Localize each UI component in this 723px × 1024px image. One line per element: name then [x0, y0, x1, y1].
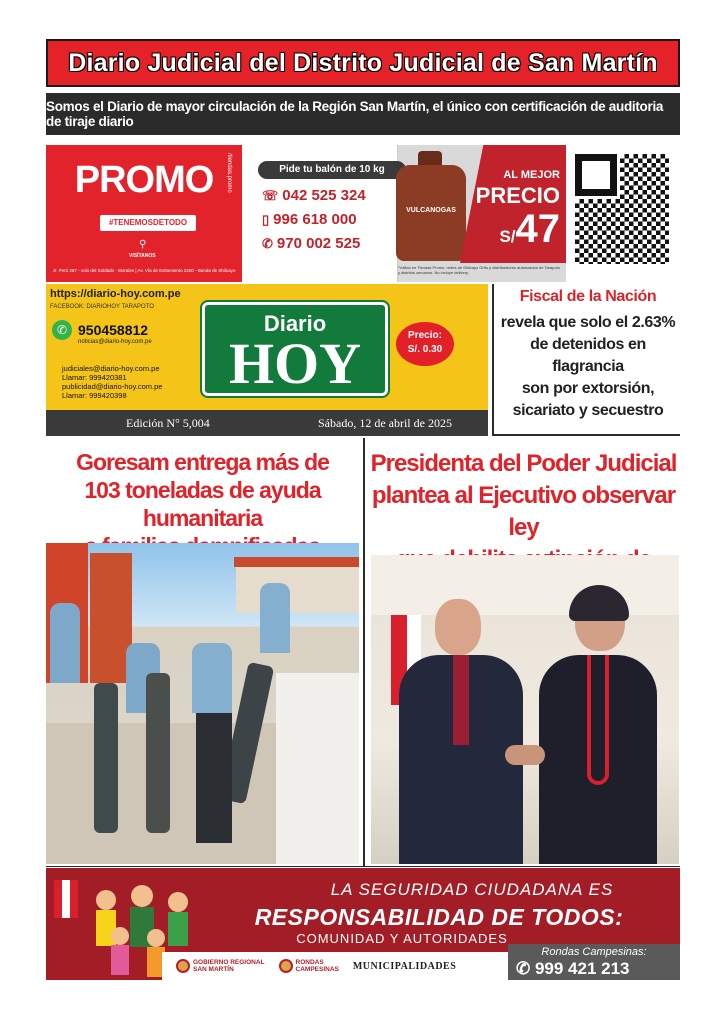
sponsor-logos: [162, 952, 508, 980]
gas-phone-2[interactable]: ▯ 996 618 000: [262, 211, 357, 228]
rondas-seal-icon: [279, 959, 293, 973]
gas-ad[interactable]: [248, 145, 566, 282]
headline-right[interactable]: Presidenta del Poder Judicial plantea al Ejecutivo observar ley: [370, 450, 677, 541]
gas-note: *Válido en Tiendas Promo, redes de Shilcayo Grifo y distribuidores autorizados de Tarapoto y distritos cercanos. No incluye delivery.: [398, 265, 561, 275]
security-campaign-ad[interactable]: [46, 868, 680, 980]
mobile-icon: ▯: [262, 211, 270, 227]
promo-ad[interactable]: [46, 145, 242, 282]
judiciales-email[interactable]: judiciales@diario-hoy.com.pe: [62, 364, 160, 373]
price-badge: [396, 322, 454, 366]
price-value: S/. 0.30: [407, 344, 443, 355]
rondas-contact[interactable]: [508, 944, 680, 980]
location-pin-icon: ⚲: [139, 239, 147, 250]
newspaper-banner: [46, 39, 680, 87]
campaign-line-1: LA SEGURIDAD CIUDADANA ES: [330, 880, 614, 899]
promo-address: Jr. Perú 287 - volo del Soldado - Morales | Av. Vía de Evitamiento 2200 - Banda de Shilcayo: [52, 268, 236, 273]
municipalidades-label: MUNICIPALIDADES: [352, 960, 457, 972]
rondas-phone: ✆ 999 421 213: [516, 959, 630, 978]
headline-left[interactable]: Goresam entrega más de 103 toneladas de ayuda humanitaria: [76, 449, 329, 531]
precio-label: PRECIO: [475, 183, 560, 208]
edition-bar: [46, 410, 488, 436]
edition-number: Edición N° 5,004: [126, 416, 210, 430]
handshake-photo[interactable]: [371, 555, 679, 864]
gas-phone-3[interactable]: ✆ 970 002 525: [262, 235, 361, 252]
qr-code[interactable]: [571, 150, 673, 268]
regional-seal-icon: [176, 959, 190, 973]
whatsapp-icon: ✆: [262, 235, 273, 251]
whatsapp-icon: ✆: [52, 320, 72, 340]
gobierno-regional-logo: GOBIERNO REGIONAL SAN MARTÍN: [176, 959, 265, 973]
price-label: Precio:: [408, 330, 442, 341]
tagline-text: Somos el Diario de mayor circulación de la Región San Martín, el único con certificación de auditoria de tiraje diario: [46, 99, 664, 129]
aid-delivery-photo[interactable]: [46, 543, 359, 864]
diario-hoy-logo: [202, 302, 388, 396]
promo-hashtag: #TENEMOSDETODO: [100, 215, 196, 231]
fiscal-teaser[interactable]: [492, 284, 680, 436]
phone-icon: ✆: [516, 959, 535, 978]
banner-title: Diario Judicial del Distrito Judicial de San Martín: [68, 48, 658, 77]
site-url[interactable]: https://diario-hoy.com.pe: [50, 288, 181, 300]
rondas-label: Rondas Campesinas:: [541, 946, 647, 958]
logo-diario: Diario: [263, 311, 327, 336]
promo-visit: VISÍTANOS: [129, 253, 156, 259]
whatsapp-number[interactable]: 950458812: [78, 322, 149, 338]
fiscal-lead: Fiscal de la Nación: [519, 288, 657, 305]
gas-brand: VULCANOGAS: [406, 207, 456, 214]
peru-flag-icon: [54, 880, 78, 918]
campaign-line-3: COMUNIDAD Y AUTORIDADES: [296, 931, 508, 946]
publicidad-email[interactable]: publicidad@diario-hoy.com.pe: [62, 382, 163, 391]
rondas-campesinas-logo: RONDAS CAMPESINAS: [279, 959, 339, 973]
fiscal-body: revela que solo el 2.63% de detenidos en flagrancia son por extorsión, sicariato y secuestro: [500, 314, 676, 419]
issue-date: Sábado, 12 de abril de 2025: [318, 416, 452, 430]
footer-rule: [46, 866, 680, 867]
promo-title: PROMO: [74, 159, 214, 201]
phone-icon: ☏: [262, 187, 279, 203]
column-divider: [363, 438, 365, 866]
facebook-handle: FACEBOOK: DIARIOHOY TARAPOTO: [50, 304, 154, 310]
gas-price: S/47: [499, 207, 560, 251]
judiciales-phone: Llamar: 999420381: [62, 373, 127, 382]
tagline-bar: [46, 93, 680, 135]
masthead: [46, 284, 488, 410]
gas-pill: Pide tu balón de 10 kg: [258, 161, 406, 179]
campaign-line-2: RESPONSABILIDAD DE TODOS:: [254, 904, 624, 930]
publicidad-phone: Llamar: 999420398: [62, 391, 127, 400]
gas-phone-1[interactable]: ☏ 042 525 324: [262, 187, 366, 204]
noticias-email[interactable]: noticias@diario-hoy.com.pe: [78, 339, 152, 345]
best-label: AL MEJOR: [503, 169, 560, 181]
logo-hoy: HOY: [228, 331, 362, 396]
promo-social: /tiendas.promo: [226, 153, 232, 193]
